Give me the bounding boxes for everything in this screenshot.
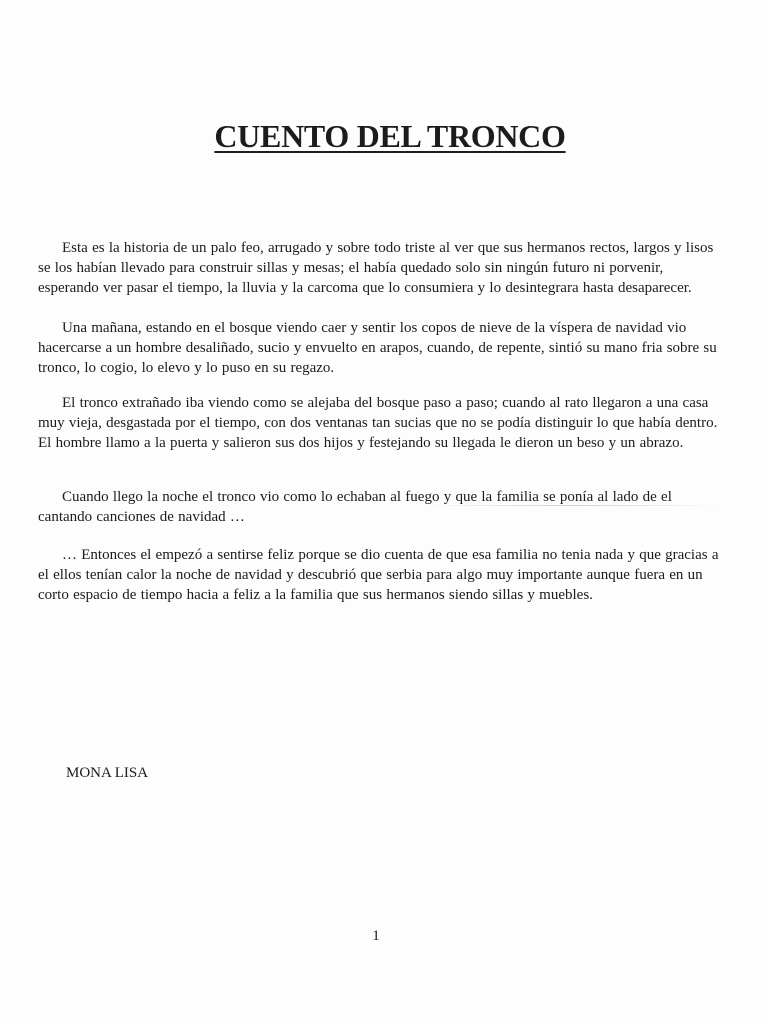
story-paragraph-3: El tronco extrañado iba viendo como se alejaba del bosque paso a paso; cuando al rato llegaron a una casa muy vieja, desgastada por el tiempo, con dos ventanas tan sucias que no se podía distinguir lo que había dentro. El hombre llamo a la puerta y salieron sus dos hijos y festejando su llegada le dieron un beso y un abrazo. xyxy=(38,395,718,451)
story-paragraph-5: … Entonces el empezó a sentirse feliz porque se dio cuenta de que esa familia no tenia nada y que gracias a el ellos tenían calor la noche de navidad y descubrió que serbia para algo muy importante aunque fuera en un corto espacio de tiempo hacia a feliz a la familia que sus hermanos siendo sillas y muebles. xyxy=(38,547,719,603)
story-paragraph-4: Cuando llego la noche el tronco vio como lo echaban al fuego y que la familia se ponía al lado de el cantando canciones de navidad … xyxy=(38,489,672,525)
story-paragraph-2: Una mañana, estando en el bosque viendo caer y sentir los copos de nieve de la víspera de navidad vio hacercarse a un hombre desaliñado, sucio y envuelto en arapos, cuando, de repente, sintió su mano fria sobre su tronco, lo cogio, lo elevo y lo puso en su regazo. xyxy=(38,320,717,376)
story-paragraph-1: Esta es la historia de un palo feo, arrugado y sobre todo triste al ver que sus hermanos rectos, largos y lisos se los habían llevado para construir sillas y mesas; el había quedado solo sin ningún futuro ni porvenir, esperando ver pasar el tiempo, la lluvia y la carcoma que lo consumiera y lo desintegrara hasta desaparecer. xyxy=(38,240,714,296)
document-title: CUENTO DEL TRONCO xyxy=(214,118,566,154)
page-number: 1 xyxy=(372,928,380,944)
scan-artifact-line xyxy=(420,505,720,506)
author-signature: MONA LISA xyxy=(66,765,149,781)
